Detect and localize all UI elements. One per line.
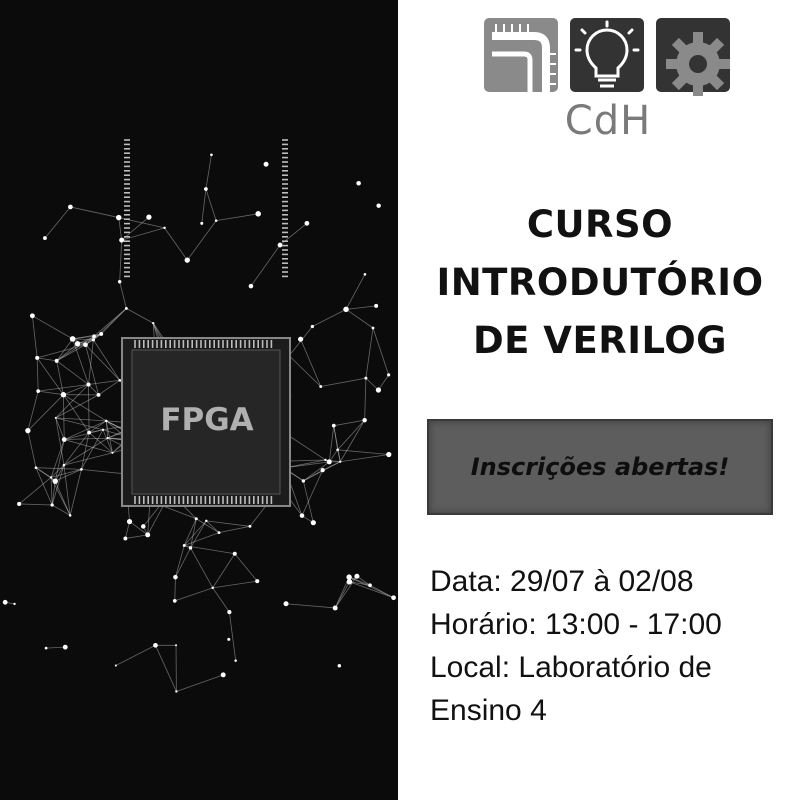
title-line-1: CURSO: [526, 203, 674, 246]
title-line-2: INTRODUTÓRIO: [436, 261, 764, 304]
chip-label: FPGA: [160, 402, 254, 438]
course-title: [420, 196, 780, 370]
registration-banner: [427, 419, 773, 515]
course-details: [430, 560, 790, 732]
time-line: Horário: 13:00 - 17:00: [430, 608, 722, 641]
fpga-chip: [0, 0, 398, 800]
location-line-2: Ensino 4: [430, 694, 547, 727]
hero-image: [0, 0, 398, 800]
banner-text: Inscrições abertas!: [470, 453, 730, 481]
circuit-icon: [484, 18, 558, 92]
logo-text: CdH: [564, 98, 652, 144]
lightbulb-icon: [570, 18, 644, 92]
date-line: Data: 29/07 à 02/08: [430, 565, 694, 598]
title-line-3: DE VERILOG: [472, 319, 728, 362]
location-line-1: Local: Laboratório de: [430, 651, 712, 684]
gear-icon: [656, 18, 730, 96]
